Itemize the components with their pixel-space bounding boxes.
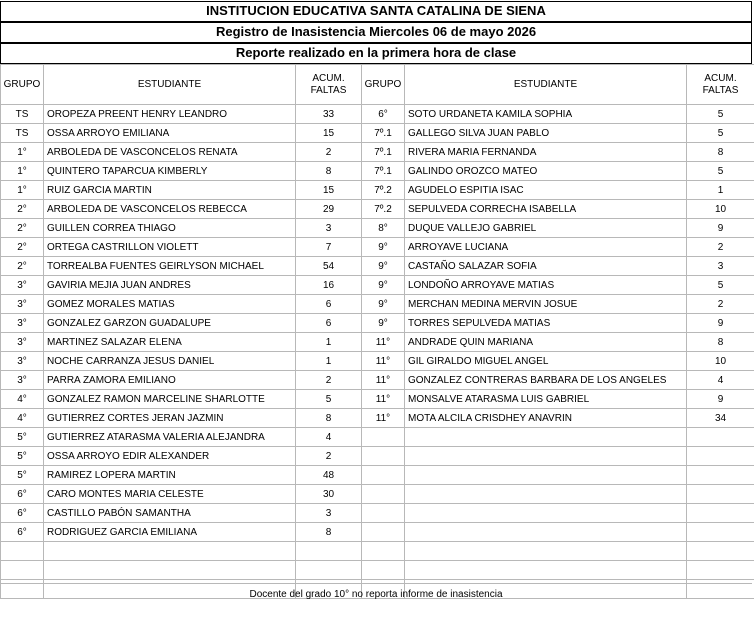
right-group-cell bbox=[362, 504, 405, 523]
table-row bbox=[1, 295, 754, 314]
right-absences-cell bbox=[687, 466, 754, 485]
left-absences-cell: 8 bbox=[296, 162, 362, 181]
right-absences-cell: 1 bbox=[687, 181, 754, 200]
left-group-cell: 3° bbox=[1, 333, 44, 352]
table-row bbox=[1, 409, 754, 428]
right-absences-cell bbox=[687, 428, 754, 447]
left-student-name-cell: OSSA ARROYO EMILIANA bbox=[44, 124, 296, 143]
left-absences-cell: 15 bbox=[296, 181, 362, 200]
left-student-name-cell bbox=[44, 561, 296, 580]
right-student-name-cell: GALINDO OROZCO MATEO bbox=[405, 162, 687, 181]
left-student-name-cell: GOMEZ MORALES MATIAS bbox=[44, 295, 296, 314]
left-group-cell: 3° bbox=[1, 295, 44, 314]
table-row bbox=[1, 143, 754, 162]
left-absences-cell: 6 bbox=[296, 295, 362, 314]
right-group-cell: 11° bbox=[362, 409, 405, 428]
left-student-name-cell: OSSA ARROYO EDIR ALEXANDER bbox=[44, 447, 296, 466]
left-group-cell: 3° bbox=[1, 314, 44, 333]
left-absences-cell: 6 bbox=[296, 314, 362, 333]
right-absences-cell: 9 bbox=[687, 390, 754, 409]
right-absences-cell: 5 bbox=[687, 276, 754, 295]
left-group-cell: 2° bbox=[1, 238, 44, 257]
right-group-cell: 7º.2 bbox=[362, 200, 405, 219]
right-absences-cell: 8 bbox=[687, 333, 754, 352]
left-absences-cell: 2 bbox=[296, 371, 362, 390]
table-header-row bbox=[1, 65, 754, 105]
left-absences-cell: 4 bbox=[296, 428, 362, 447]
right-student-name-cell: ANDRADE QUIN MARIANA bbox=[405, 333, 687, 352]
right-student-name-cell: MOTA ALCILA CRISDHEY ANAVRIN bbox=[405, 409, 687, 428]
right-student-name-cell: ARROYAVE LUCIANA bbox=[405, 238, 687, 257]
right-group-cell: 9° bbox=[362, 276, 405, 295]
left-absences-cell bbox=[296, 542, 362, 561]
table-row bbox=[1, 238, 754, 257]
left-student-name-cell: CARO MONTES MARIA CELESTE bbox=[44, 485, 296, 504]
left-group-cell: 4° bbox=[1, 409, 44, 428]
left-absences-cell: 15 bbox=[296, 124, 362, 143]
right-group-cell: 11° bbox=[362, 352, 405, 371]
left-absences-cell: 2 bbox=[296, 143, 362, 162]
header-grupo-left: GRUPO bbox=[1, 65, 44, 105]
right-student-name-cell: RIVERA MARIA FERNANDA bbox=[405, 143, 687, 162]
right-absences-cell: 4 bbox=[687, 371, 754, 390]
right-student-name-cell: GIL GIRALDO MIGUEL ANGEL bbox=[405, 352, 687, 371]
right-group-cell: 9° bbox=[362, 314, 405, 333]
left-group-cell: 5° bbox=[1, 428, 44, 447]
left-group-cell: 3° bbox=[1, 276, 44, 295]
left-absences-cell: 54 bbox=[296, 257, 362, 276]
table-row bbox=[1, 333, 754, 352]
right-student-name-cell: MERCHAN MEDINA MERVIN JOSUE bbox=[405, 295, 687, 314]
left-absences-cell: 2 bbox=[296, 447, 362, 466]
table-row bbox=[1, 352, 754, 371]
right-group-cell: 7º.1 bbox=[362, 143, 405, 162]
document-subtitle: Registro de Inasistencia Miercoles 06 de mayo 2026 bbox=[0, 22, 752, 43]
left-absences-cell: 1 bbox=[296, 352, 362, 371]
left-student-name-cell: ORTEGA CASTRILLON VIOLETT bbox=[44, 238, 296, 257]
left-student-name-cell: GAVIRIA MEJIA JUAN ANDRES bbox=[44, 276, 296, 295]
right-group-cell: 7º.1 bbox=[362, 124, 405, 143]
table-row bbox=[1, 504, 754, 523]
left-group-cell: TS bbox=[1, 105, 44, 124]
left-group-cell: 5° bbox=[1, 466, 44, 485]
table-row bbox=[1, 428, 754, 447]
table-row bbox=[1, 390, 754, 409]
right-student-name-cell bbox=[405, 561, 687, 580]
left-absences-cell: 7 bbox=[296, 238, 362, 257]
table-row bbox=[1, 447, 754, 466]
table-row bbox=[1, 542, 754, 561]
left-group-cell: 2° bbox=[1, 257, 44, 276]
left-group-cell: 1° bbox=[1, 143, 44, 162]
right-group-cell bbox=[362, 542, 405, 561]
footer bbox=[0, 583, 752, 626]
left-student-name-cell: OROPEZA PREENT HENRY LEANDRO bbox=[44, 105, 296, 124]
right-student-name-cell bbox=[405, 485, 687, 504]
left-absences-cell: 8 bbox=[296, 409, 362, 428]
right-student-name-cell bbox=[405, 542, 687, 561]
right-student-name-cell bbox=[405, 428, 687, 447]
left-absences-cell bbox=[296, 561, 362, 580]
left-student-name-cell bbox=[44, 542, 296, 561]
left-student-name-cell: MARTINEZ SALAZAR ELENA bbox=[44, 333, 296, 352]
table-row bbox=[1, 523, 754, 542]
left-student-name-cell: ARBOLEDA DE VASCONCELOS RENATA bbox=[44, 143, 296, 162]
right-group-cell: 9° bbox=[362, 257, 405, 276]
table-row bbox=[1, 561, 754, 580]
footer-note: Docente del grado 10° no reporta informe de inasistencia bbox=[249, 589, 503, 600]
left-group-cell: 2° bbox=[1, 200, 44, 219]
left-student-name-cell: QUINTERO TAPARCUA KIMBERLY bbox=[44, 162, 296, 181]
left-absences-cell: 30 bbox=[296, 485, 362, 504]
left-student-name-cell: PARRA ZAMORA EMILIANO bbox=[44, 371, 296, 390]
left-group-cell: 3° bbox=[1, 352, 44, 371]
left-student-name-cell: GUILLEN CORREA THIAGO bbox=[44, 219, 296, 238]
left-group-cell: 3° bbox=[1, 371, 44, 390]
right-group-cell: 9° bbox=[362, 295, 405, 314]
right-absences-cell bbox=[687, 485, 754, 504]
right-group-cell: 6° bbox=[362, 105, 405, 124]
header-faltas-label-left: FALTAS bbox=[310, 84, 347, 96]
right-group-cell: 11° bbox=[362, 371, 405, 390]
left-absences-cell: 3 bbox=[296, 504, 362, 523]
left-student-name-cell: RUIZ GARCIA MARTIN bbox=[44, 181, 296, 200]
header-faltas-left bbox=[296, 65, 362, 105]
header-acum-right: ACUM. bbox=[704, 72, 737, 84]
left-group-cell: 5° bbox=[1, 447, 44, 466]
left-student-name-cell: GONZALEZ RAMON MARCELINE SHARLOTTE bbox=[44, 390, 296, 409]
left-student-name-cell: NOCHE CARRANZA JESUS DANIEL bbox=[44, 352, 296, 371]
left-group-cell bbox=[1, 542, 44, 561]
table-row bbox=[1, 466, 754, 485]
left-student-name-cell: ARBOLEDA DE VASCONCELOS REBECCA bbox=[44, 200, 296, 219]
left-student-name-cell: TORREALBA FUENTES GEIRLYSON MICHAEL bbox=[44, 257, 296, 276]
right-group-cell: 7º.2 bbox=[362, 181, 405, 200]
left-group-cell: 2° bbox=[1, 219, 44, 238]
right-absences-cell: 9 bbox=[687, 219, 754, 238]
right-absences-cell bbox=[687, 561, 754, 580]
table-row bbox=[1, 181, 754, 200]
attendance-table bbox=[0, 64, 754, 599]
table-row bbox=[1, 162, 754, 181]
table-row bbox=[1, 124, 754, 143]
table-row bbox=[1, 276, 754, 295]
right-group-cell: 8° bbox=[362, 219, 405, 238]
table-row bbox=[1, 200, 754, 219]
left-absences-cell: 8 bbox=[296, 523, 362, 542]
left-student-name-cell: GUTIERREZ CORTES JERAN JAZMIN bbox=[44, 409, 296, 428]
right-student-name-cell bbox=[405, 523, 687, 542]
right-absences-cell bbox=[687, 447, 754, 466]
table-row bbox=[1, 371, 754, 390]
left-group-cell bbox=[1, 561, 44, 580]
right-student-name-cell: AGUDELO ESPITIA ISAC bbox=[405, 181, 687, 200]
right-absences-cell bbox=[687, 523, 754, 542]
right-absences-cell bbox=[687, 542, 754, 561]
left-absences-cell: 3 bbox=[296, 219, 362, 238]
left-group-cell: 4° bbox=[1, 390, 44, 409]
right-absences-cell bbox=[687, 504, 754, 523]
right-student-name-cell: MONSALVE ATARASMA LUIS GABRIEL bbox=[405, 390, 687, 409]
right-group-cell: 11° bbox=[362, 390, 405, 409]
header-estudiante-right: ESTUDIANTE bbox=[405, 65, 687, 105]
left-group-cell: 6° bbox=[1, 485, 44, 504]
right-student-name-cell bbox=[405, 466, 687, 485]
right-student-name-cell bbox=[405, 447, 687, 466]
right-absences-cell: 2 bbox=[687, 238, 754, 257]
header-faltas-label-right: FALTAS bbox=[702, 84, 739, 96]
table-row bbox=[1, 219, 754, 238]
table-row bbox=[1, 105, 754, 124]
right-student-name-cell: GONZALEZ CONTRERAS BARBARA DE LOS ANGELES bbox=[405, 371, 687, 390]
left-group-cell: 6° bbox=[1, 523, 44, 542]
header-faltas-right bbox=[687, 65, 754, 105]
header-estudiante-left: ESTUDIANTE bbox=[44, 65, 296, 105]
right-student-name-cell bbox=[405, 504, 687, 523]
header-grupo-right: GRUPO bbox=[362, 65, 405, 105]
right-absences-cell: 5 bbox=[687, 162, 754, 181]
left-absences-cell: 5 bbox=[296, 390, 362, 409]
right-group-cell bbox=[362, 485, 405, 504]
header-acum-left: ACUM. bbox=[312, 72, 345, 84]
left-student-name-cell: RODRIGUEZ GARCIA EMILIANA bbox=[44, 523, 296, 542]
right-group-cell bbox=[362, 447, 405, 466]
right-absences-cell: 3 bbox=[687, 257, 754, 276]
right-absences-cell: 34 bbox=[687, 409, 754, 428]
right-group-cell bbox=[362, 561, 405, 580]
right-student-name-cell: SOTO URDANETA KAMILA SOPHIA bbox=[405, 105, 687, 124]
right-absences-cell: 5 bbox=[687, 124, 754, 143]
table-row bbox=[1, 257, 754, 276]
left-student-name-cell: CASTILLO PABÓN SAMANTHA bbox=[44, 504, 296, 523]
left-absences-cell: 16 bbox=[296, 276, 362, 295]
document-title: INSTITUCION EDUCATIVA SANTA CATALINA DE SIENA bbox=[0, 1, 752, 22]
report-note: Reporte realizado en la primera hora de clase bbox=[0, 43, 752, 64]
right-absences-cell: 8 bbox=[687, 143, 754, 162]
table-row bbox=[1, 485, 754, 504]
right-student-name-cell: LONDOÑO ARROYAVE MATIAS bbox=[405, 276, 687, 295]
right-group-cell bbox=[362, 466, 405, 485]
left-group-cell: 6° bbox=[1, 504, 44, 523]
left-absences-cell: 29 bbox=[296, 200, 362, 219]
right-absences-cell: 10 bbox=[687, 200, 754, 219]
left-absences-cell: 33 bbox=[296, 105, 362, 124]
right-group-cell bbox=[362, 428, 405, 447]
left-student-name-cell: GONZALEZ GARZON GUADALUPE bbox=[44, 314, 296, 333]
table-row bbox=[1, 314, 754, 333]
right-student-name-cell: DUQUE VALLEJO GABRIEL bbox=[405, 219, 687, 238]
right-student-name-cell: GALLEGO SILVA JUAN PABLO bbox=[405, 124, 687, 143]
left-group-cell: 1° bbox=[1, 181, 44, 200]
left-group-cell: 1° bbox=[1, 162, 44, 181]
right-group-cell: 7º.1 bbox=[362, 162, 405, 181]
right-absences-cell: 9 bbox=[687, 314, 754, 333]
right-student-name-cell: TORRES SEPULVEDA MATIAS bbox=[405, 314, 687, 333]
right-absences-cell: 10 bbox=[687, 352, 754, 371]
left-absences-cell: 48 bbox=[296, 466, 362, 485]
left-group-cell: TS bbox=[1, 124, 44, 143]
left-student-name-cell: GUTIERREZ ATARASMA VALERIA ALEJANDRA bbox=[44, 428, 296, 447]
right-student-name-cell: CASTAÑO SALAZAR SOFIA bbox=[405, 257, 687, 276]
right-student-name-cell: SEPULVEDA CORRECHA ISABELLA bbox=[405, 200, 687, 219]
right-absences-cell: 2 bbox=[687, 295, 754, 314]
right-group-cell: 9° bbox=[362, 238, 405, 257]
right-group-cell bbox=[362, 523, 405, 542]
right-absences-cell: 5 bbox=[687, 105, 754, 124]
left-absences-cell: 1 bbox=[296, 333, 362, 352]
right-group-cell: 11° bbox=[362, 333, 405, 352]
left-student-name-cell: RAMIREZ LOPERA MARTIN bbox=[44, 466, 296, 485]
